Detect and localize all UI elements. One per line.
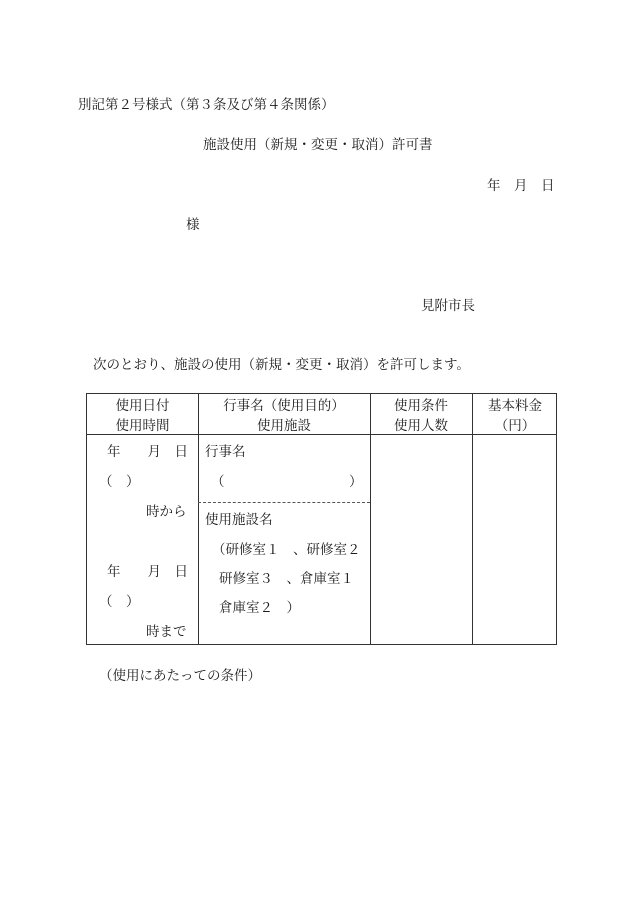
event-label: 行事名 [205, 444, 246, 460]
facility-label: 使用施設名 [205, 512, 273, 528]
end-date: 年 月 日 [107, 564, 188, 580]
end-time: 時まで [146, 624, 187, 640]
end-weekday: （ ） [99, 594, 140, 610]
intro-text: 次のとおり、施設の使用（新規・変更・取消）を許可します。 [93, 357, 470, 373]
addressee: 様 [186, 217, 200, 233]
permit-table [86, 393, 557, 645]
header-fee-label: 基本料金 [488, 398, 542, 414]
header-people: 使用人数 [394, 418, 448, 434]
facility-line-2: 研修室３ 、倉庫室１ [219, 571, 354, 587]
event-facility-divider [198, 502, 370, 503]
start-weekday: （ ） [99, 474, 140, 490]
event-open-paren: （ [211, 474, 225, 490]
header-fee [472, 396, 558, 436]
header-date-time [87, 396, 198, 436]
conditions-label: （使用にあたっての条件） [99, 668, 261, 684]
start-time: 時から [146, 504, 187, 520]
header-conditions: 使用条件 [394, 398, 448, 414]
header-event: 行事名（使用目的） [223, 398, 345, 414]
header-date: 使用日付 [115, 398, 170, 414]
issue-date: 年 月 日 [487, 178, 555, 194]
event-close-paren: ） [349, 474, 363, 490]
header-facility: 使用施設 [257, 418, 311, 434]
facility-line-3: 倉庫室２ ） [219, 600, 300, 616]
header-time: 使用時間 [115, 418, 170, 434]
form-number: 別記第２号様式（第３条及び第４条関係） [78, 97, 335, 113]
document-title: 施設使用（新規・変更・取消）許可書 [203, 137, 433, 153]
header-event-facility [198, 396, 370, 436]
start-date: 年 月 日 [107, 444, 188, 460]
facility-line-1: （研修室１ 、研修室２ [212, 542, 361, 558]
header-conditions-people [370, 396, 472, 436]
header-fee-unit: （円） [494, 418, 536, 434]
issuer: 見附市長 [421, 298, 475, 314]
